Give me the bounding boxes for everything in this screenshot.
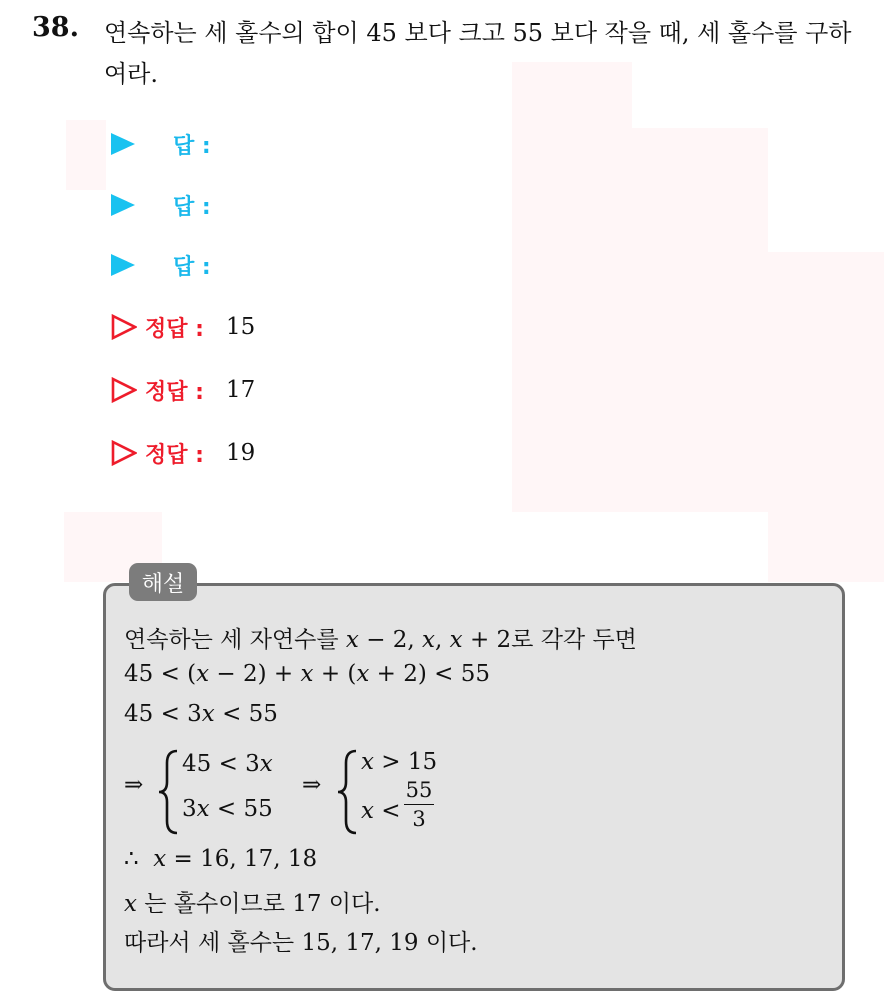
answer-blank-3[interactable] [111,248,211,282]
correct-label: 정답 : [145,442,204,468]
correct-label: 정답 : [145,379,204,405]
solution-final-line: 따라서 세 홀수는 15, 17, 19 이다. [124,930,478,956]
question-number: 38. [32,12,79,43]
system-1-row-1: 45 < 3x [182,751,273,777]
background-tint [768,252,884,582]
left-brace-icon [158,749,180,835]
system-1-row-2: 3x < 55 [182,796,273,822]
correct-answer-3 [111,436,255,470]
correct-value: 15 [225,314,256,340]
background-tint [66,120,106,190]
play-arrow-icon [111,194,135,216]
solution-tag: 해설 [129,563,197,601]
correct-value: 17 [225,377,256,403]
question-text: 연속하는 세 홀수의 합이 45 보다 크고 55 보다 작을 때, 세 홀수를 구하여라. [104,19,852,88]
fraction-denominator: 3 [412,807,426,831]
solution-line-3: 45 < 3x < 55 [124,701,278,727]
solution-line-2: 45 < (x − 2) + x + (x + 2) < 55 [124,661,491,687]
answer-label: 답 : [173,194,211,220]
correct-answer-2 [111,373,255,407]
correct-answer-1 [111,310,255,344]
background-tint [512,62,632,512]
answer-blank-2[interactable] [111,188,211,222]
system-2-row-2: x < [361,798,401,824]
system-1-arrow: ⇒ [124,772,144,798]
solution-odd-line: x 는 홀수이므로 17 이다. [124,891,381,917]
solution-therefore: ∴ x = 16, 17, 18 [124,846,318,872]
outline-arrow-icon [111,377,137,403]
answer-blank-1[interactable] [111,127,211,161]
solution-line-1: 연속하는 세 자연수를 x − 2, x, x + 2로 각각 두면 [124,627,637,653]
fraction-numerator: 55 [405,778,433,802]
play-arrow-icon [111,254,135,276]
left-brace-icon [337,749,359,835]
fraction [404,778,434,831]
background-tint [632,128,768,512]
outline-arrow-icon [111,314,137,340]
correct-value: 19 [225,440,256,466]
outline-arrow-icon [111,440,137,466]
fraction-bar [404,804,434,805]
system-2-row-1: x > 15 [361,749,438,775]
answer-label: 답 : [173,254,211,280]
correct-label: 정답 : [145,316,204,342]
play-arrow-icon [111,133,135,155]
answer-label: 답 : [173,133,211,159]
system-2-arrow: ⇒ [302,772,322,798]
